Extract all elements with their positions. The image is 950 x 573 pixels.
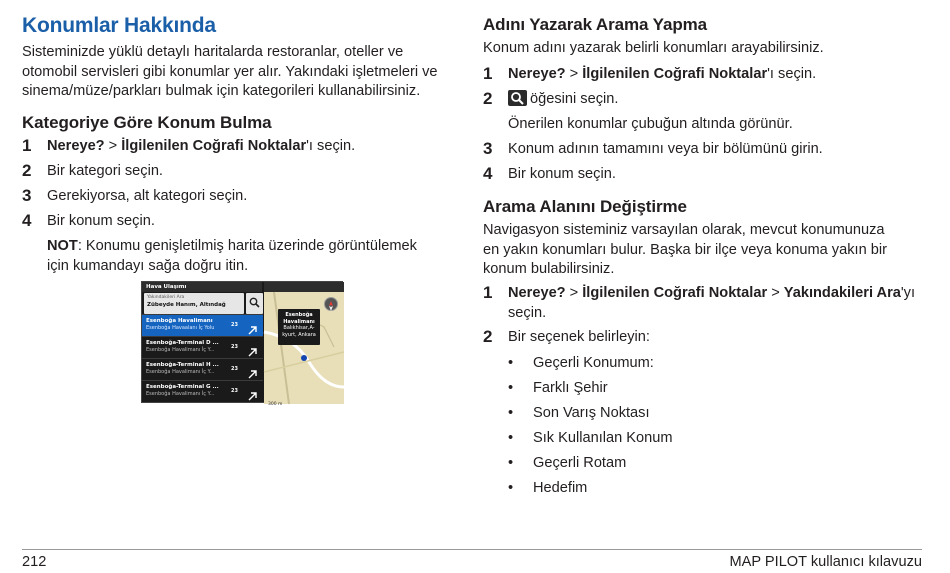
note-text: : Konumu genişletilmiş harita üzerinde görüntülemek için kumandayı sağa doğru itin. [47, 238, 417, 274]
device-near-field: Yakındakileri Ara Zübeyde Hanım, Altındağ [144, 293, 244, 314]
option-item: • Son Varış Noktası [508, 405, 650, 421]
note [22, 237, 457, 276]
device-header: Hava Ulaşımı [142, 282, 262, 292]
step-number: 2 [483, 89, 493, 108]
step-number: 2 [22, 161, 32, 180]
name-step-1 [483, 65, 923, 85]
device-search-icon [246, 293, 263, 314]
footer-divider [22, 549, 922, 550]
option-item: • Geçerli Konumum: [508, 355, 654, 371]
option-item: • Hedefim [508, 480, 588, 496]
step-text: Nereye? > İlgilenilen Coğrafi Noktalar'ı seçin. [508, 66, 817, 82]
step-text: Nereye? > İlgilenilen Coğrafi Noktalar > Yakındakileri Ara'yı seçin. [508, 285, 916, 321]
section-title-search-by-name: Adını Yazarak Arama Yapma [483, 15, 707, 34]
step-text: Gerekiyorsa, alt kategori seçin. [47, 188, 248, 204]
search-by-name-intro: Konum adını yazarak belirli konumları arayabilirsiniz. [483, 40, 824, 56]
name-step-3 [483, 140, 923, 160]
name-step-2-result: Önerilen konumlar çubuğun altında görünür. [508, 116, 793, 132]
category-step-2 [22, 162, 457, 182]
area-step-2 [483, 328, 923, 348]
step-text: Bir seçenek belirleyin: [508, 329, 650, 345]
category-step-3 [22, 187, 457, 207]
manual-title: MAP PILOT kullanıcı kılavuzu [729, 554, 922, 570]
name-step-4 [483, 165, 923, 185]
option-item: • Geçerli Rotam [508, 455, 627, 471]
device-screenshot [141, 281, 343, 407]
option-item: • Sık Kullanılan Konum [508, 430, 673, 446]
step-text: Nereye? > İlgilenilen Coğrafi Noktalar'ı seçin. [47, 138, 356, 154]
step-number: 3 [483, 139, 493, 158]
device-list-item: Esenboğa-Terminal G ... Esenboğa Havalimanı İç Y... 23 [142, 380, 263, 402]
step-number: 4 [483, 164, 493, 183]
intro-paragraph: Sisteminizde yüklü detaylı haritalarda restoranlar, oteller ve otomobil servisleri gibi konumlar yer alır. Yakındaki işletmeleri ve sinema/müze/parkları bulmak için kategorileri kullanabilirsiniz. [22, 44, 438, 99]
name-step-2 [483, 90, 923, 110]
map-scale: 300 m [268, 402, 283, 407]
category-step-1 [22, 137, 457, 157]
step-text: Bir kategori seçin. [47, 163, 163, 179]
device-map-topbar [264, 282, 344, 292]
option-item: • Farklı Şehir [508, 380, 608, 396]
step-number: 1 [483, 283, 493, 302]
area-step-1 [483, 284, 923, 323]
direction-arrow-icon [248, 387, 257, 407]
device-list-item: Esenboğa-Terminal D ... Esenboğa Havalimanı İç Y... 23 [142, 336, 263, 358]
step-number: 1 [483, 64, 493, 83]
step-text: Konum adının tamamını veya bir bölümünü girin. [508, 141, 823, 157]
step-text: öğesini seçin. [508, 90, 923, 110]
device-list-item: Esenboğa-Terminal H ... Esenboğa Havalimanı İç Y... 23 [142, 358, 263, 380]
section-title-category: Kategoriye Göre Konum Bulma [22, 113, 272, 132]
note-label: NOT [47, 238, 78, 254]
device-map-callout: Esenboğa Havalimanı Balıkhisar,A-kyurt, Ankara [278, 309, 320, 345]
step-number: 3 [22, 186, 32, 205]
step-number: 2 [483, 327, 493, 346]
search-icon [508, 90, 527, 106]
step-number: 1 [22, 136, 32, 155]
step-text: Bir konum seçin. [47, 213, 155, 229]
device-list-item: Esenboğa Havalimanı Esenboğa Havaalanı İç Yolu 23 [142, 314, 263, 336]
page-number: 212 [22, 554, 47, 570]
compass-icon [324, 297, 338, 311]
step-text: Bir konum seçin. [508, 166, 616, 182]
section-title-search-area: Arama Alanını Değiştirme [483, 197, 687, 216]
step-number: 4 [22, 211, 32, 230]
category-step-4 [22, 212, 457, 232]
page-title: Konumlar Hakkında [22, 14, 216, 37]
search-area-intro: Navigasyon sisteminiz varsayılan olarak, mevcut konumunuza en yakın konumları bulur. Başka bir ilçe veya konuma yakın bir konum bulabilirsiniz. [483, 222, 887, 277]
